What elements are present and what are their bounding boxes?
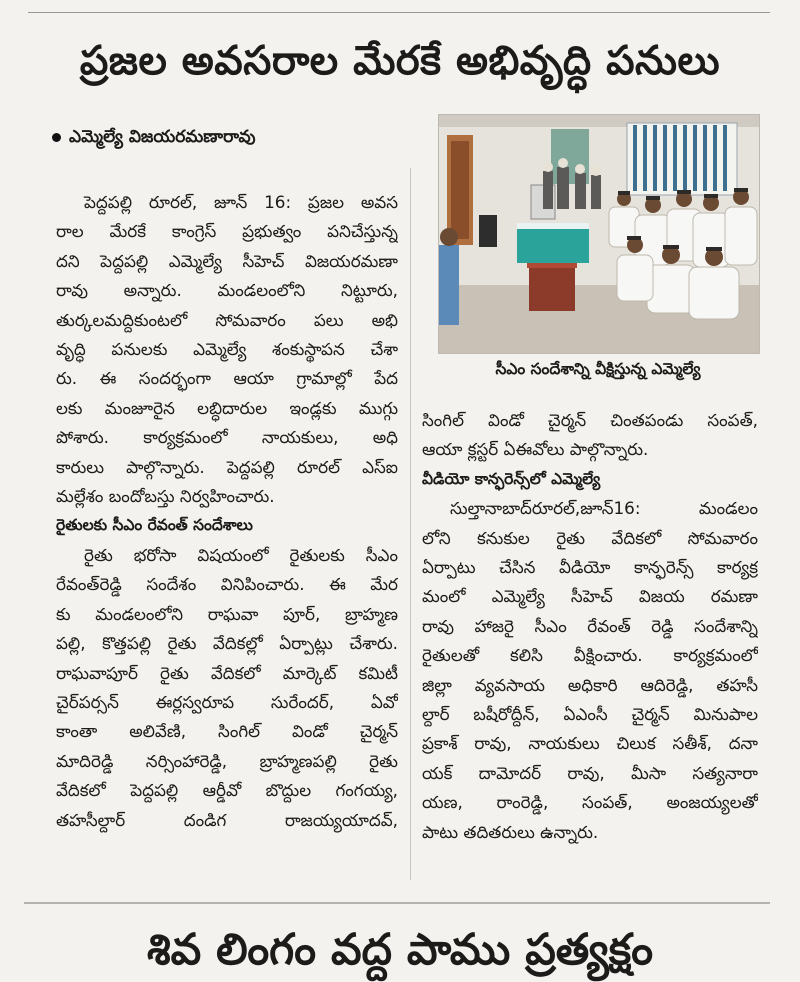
paragraph-line: యణ, రాంరెడ్డి, సంపత్, అంజయ్యలతో	[422, 792, 758, 813]
section-subhead: వీడియో కాన్ఫరెన్స్‌లో ఎమ్మెల్యే	[422, 469, 601, 488]
paragraph-line: తహసీల్దార్ దండిగ రాజయ్యయాదవ్,	[56, 809, 398, 830]
paragraph-line: సుల్తానాబాద్‌రూరల్,జూన్16: మండలం	[450, 498, 758, 519]
left-column	[56, 188, 398, 835]
paragraph-line: తుర్కలమద్దికుంటలో సోమవారం పలు అభి	[56, 309, 398, 330]
paragraph-line: చైర్‌పర్సన్ ఈర్లస్వరూప సురేందర్, ఏవో	[56, 691, 398, 712]
paragraph-line: మాదిరెడ్డి నర్సింహారెడ్డి, బ్రాహ్మణపల్లి రైతు	[56, 750, 398, 771]
bullet-icon	[52, 133, 61, 142]
paragraph-line: ప్రకాశ్ రావు, నాయకులు చిలుక సతీశ్, దనా	[422, 733, 758, 754]
byline-text: ఎమ్మెల్యే విజయరమణారావు	[69, 127, 256, 147]
article-photo	[438, 114, 760, 354]
next-article-headline: శివ లింగం వద్ద పాము ప్రత్యక్షం	[146, 925, 653, 975]
paragraph-line: యక్ దామోదర్ రావు, మీసా సత్యనారా	[422, 762, 758, 783]
section-subhead: రైతులకు సీఎం రేవంత్ సందేశాలు	[56, 516, 253, 535]
paragraph-line: రు. ఈ సందర్భంగా ఆయా గ్రామాల్లో పేద	[56, 368, 398, 389]
right-column	[422, 406, 758, 847]
paragraph-line: ఆయా క్లస్టర్ ఏఈవోలు పాల్గొన్నారు.	[422, 439, 649, 460]
paragraph-line: మంలో ఎమ్మెల్యే సీహెచ్ విజయ రమణా	[422, 586, 758, 607]
paragraph-line: రావు హాజరై సీఎం రేవంత్ రెడ్డి సందేశాన్ని	[422, 615, 758, 636]
paragraph-line: రైతులతో కలిసి వీక్షించారు. కార్యక్రమంలో	[422, 645, 758, 666]
paragraph-line: పాటు తదితరులు ఉన్నారు.	[422, 821, 599, 842]
paragraph-line: జిల్లా వ్యవసాయ అధికారి ఆదిరెడ్డి, తహసీ	[422, 674, 758, 695]
paragraph-line: వృద్ధి పనులకు ఎమ్మెల్యే శంకుస్థాపన చేశా	[56, 339, 398, 360]
paragraph-line: పెద్దపల్లి రూరల్, జూన్ 16: ప్రజల అవస	[84, 192, 398, 212]
paragraph-line: కు మండలంలోని రాఘవా పూర్, బ్రాహ్మణ	[56, 603, 398, 624]
paragraph-line: ఏర్పాటు చేసిన వీడియో కాన్ఫరెన్స్ కార్యక్ర	[422, 557, 758, 578]
bottom-rule	[24, 902, 770, 904]
paragraph-line: రావు అన్నారు. మండలంలోని నిట్టూరు,	[56, 280, 398, 301]
photo-caption: సీఎం సందేశాన్ని వీక్షిస్తున్న ఎమ్మెల్యే	[495, 360, 701, 378]
meeting-hall-photo	[439, 115, 759, 353]
paragraph-line: పోశారు. కార్యక్రమంలో నాయకులు, అధి	[56, 427, 398, 448]
paragraph-line: రాఘవాపూర్ రైతు వేదికలో మార్కెట్ కమిటీ	[56, 662, 398, 683]
paragraph-line: రేవంత్‌రెడ్డి సందేశం వినిపించారు. ఈ మేర	[56, 574, 398, 595]
paragraph-line: రైతు భరోసా విషయంలో రైతులకు సీఎం	[84, 544, 398, 565]
paragraph-line: వేదికలో పెద్దపల్లి ఆర్డీవో బొద్దుల గంగయ్య,	[56, 780, 398, 801]
column-divider	[410, 168, 411, 880]
paragraph-line: ల్దార్ బషీరోద్దీన్, ఏఎంసీ చైర్మన్ మినుపాల	[422, 704, 758, 725]
top-rule	[28, 12, 770, 13]
paragraph-line: రాల మేరకే కాంగ్రెస్ ప్రభుత్వం పనిచేస్తున్న	[56, 221, 398, 242]
paragraph-line: దని పెద్దపల్లి ఎమ్మెల్యే సీహెచ్ విజయరమణా	[56, 250, 398, 271]
paragraph-line: లకు మంజూరైన లబ్ధిదారుల ఇండ్లకు ముగ్గు	[56, 397, 398, 418]
paragraph-line: కాంతా అలివేణి, సింగిల్ విండో చైర్మన్	[56, 721, 398, 742]
paragraph-line: కారులు పాల్గొన్నారు. పెద్దపల్లి రూరల్ ఎస్ఐ	[56, 456, 398, 477]
paragraph-line: సింగిల్ విండో చైర్మన్ చింతపండు సంపత్,	[422, 410, 758, 430]
paragraph-line: లోని కనుకుల రైతు వేదికలో సోమవారం	[422, 527, 758, 548]
article-headline: ప్రజల అవసరాల మేరకే అభివృద్ధి పనులు	[79, 38, 721, 84]
paragraph-line: మల్లేశం బందోబస్తు నిర్వహించారు.	[56, 486, 275, 507]
paragraph-line: పల్లి, కొత్తపల్లి రైతు వేదికల్లో ఏర్పాట్లు చేశారు.	[56, 633, 398, 654]
article-byline	[52, 124, 412, 150]
